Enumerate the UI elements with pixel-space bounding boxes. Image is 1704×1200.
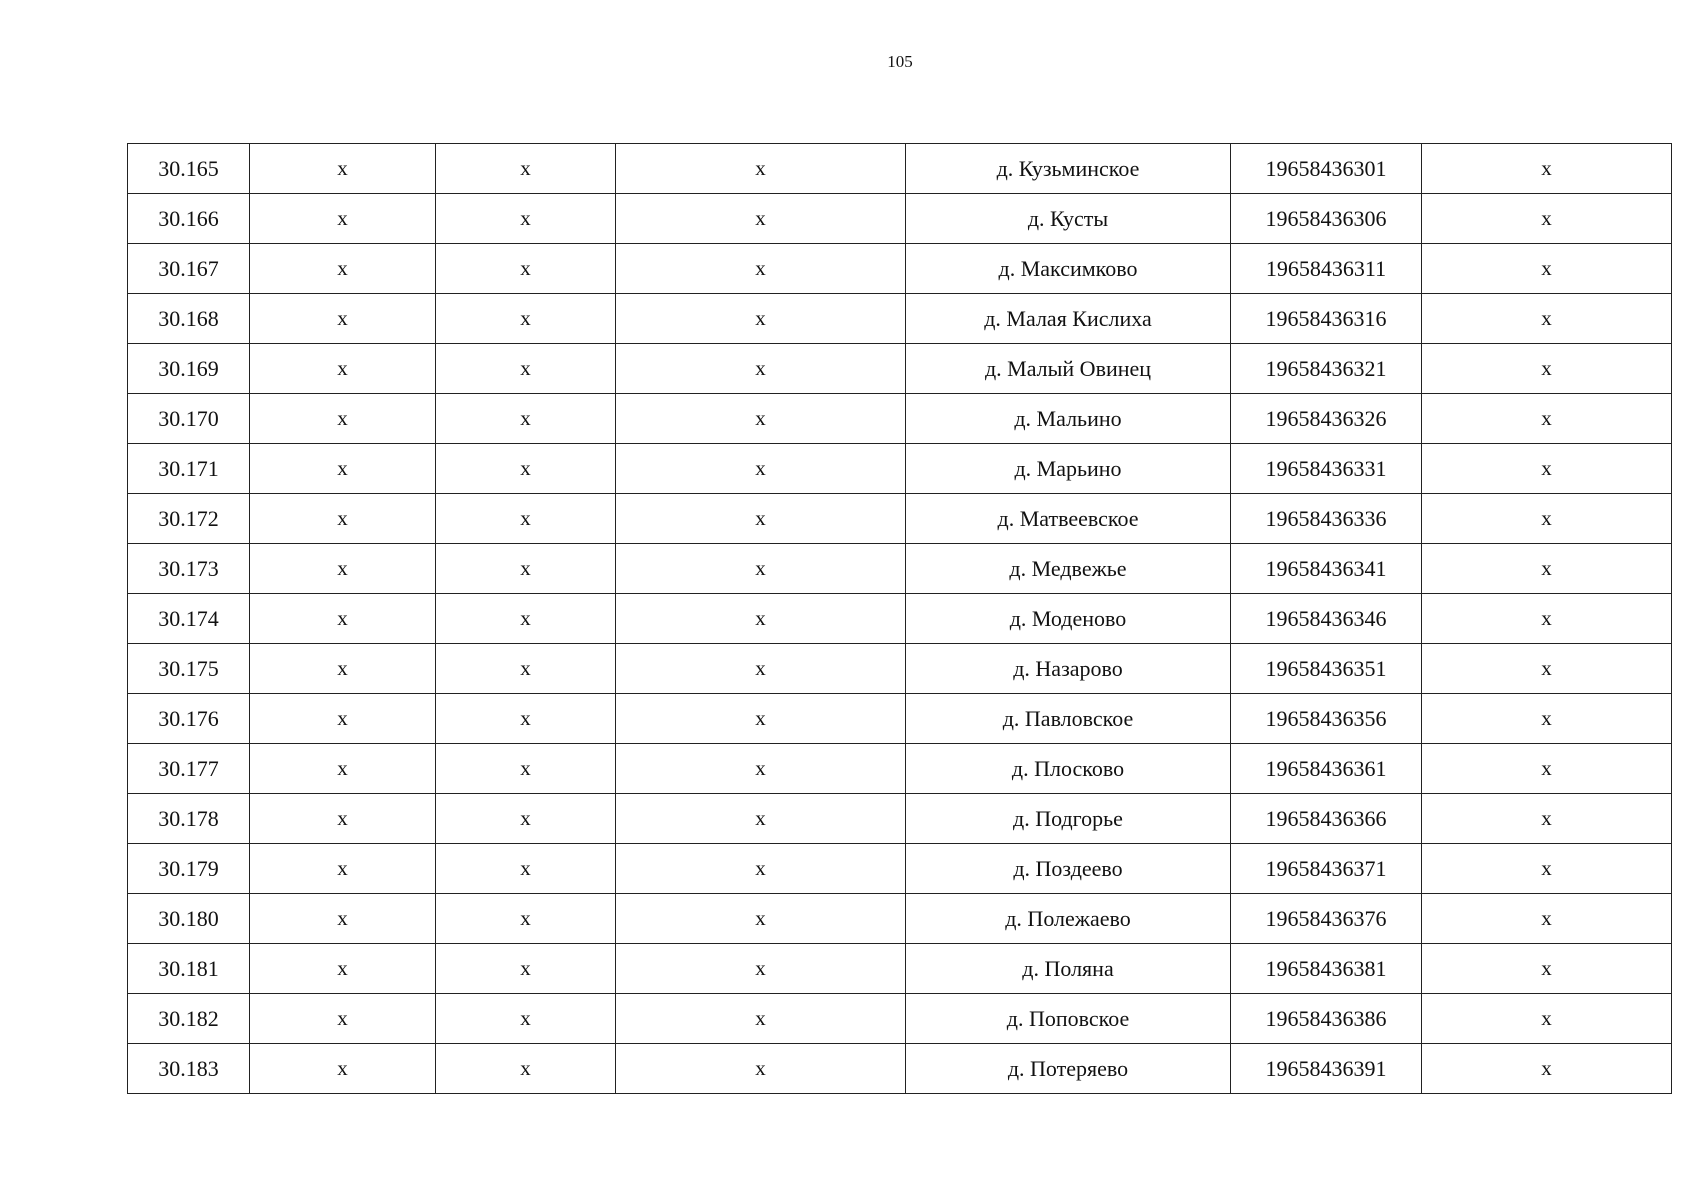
- table-row: [128, 744, 1672, 794]
- column-4-cell: x: [616, 344, 906, 394]
- column-4-cell: x: [616, 544, 906, 594]
- row-number-cell: 30.182: [128, 994, 250, 1044]
- column-4-cell: x: [616, 444, 906, 494]
- settlement-name-cell: д. Плосково: [906, 744, 1231, 794]
- column-7-cell: x: [1422, 544, 1672, 594]
- table-row: [128, 694, 1672, 744]
- table-body: [128, 144, 1672, 1094]
- column-7-cell: x: [1422, 344, 1672, 394]
- table-row: [128, 394, 1672, 444]
- column-2-cell: x: [250, 394, 436, 444]
- column-4-cell: x: [616, 244, 906, 294]
- settlement-name-cell: д. Максимково: [906, 244, 1231, 294]
- row-number-cell: 30.176: [128, 694, 250, 744]
- settlement-name-cell: д. Моденово: [906, 594, 1231, 644]
- oktmo-code-cell: 19658436306: [1231, 194, 1422, 244]
- column-3-cell: x: [436, 694, 616, 744]
- column-2-cell: x: [250, 594, 436, 644]
- oktmo-code-cell: 19658436391: [1231, 1044, 1422, 1094]
- row-number-cell: 30.167: [128, 244, 250, 294]
- column-7-cell: x: [1422, 594, 1672, 644]
- settlement-name-cell: д. Поповское: [906, 994, 1231, 1044]
- column-7-cell: x: [1422, 194, 1672, 244]
- column-7-cell: x: [1422, 944, 1672, 994]
- column-7-cell: x: [1422, 694, 1672, 744]
- table-row: [128, 294, 1672, 344]
- column-2-cell: x: [250, 494, 436, 544]
- column-4-cell: x: [616, 144, 906, 194]
- column-7-cell: x: [1422, 144, 1672, 194]
- column-7-cell: x: [1422, 644, 1672, 694]
- settlement-name-cell: д. Полежаево: [906, 894, 1231, 944]
- column-3-cell: x: [436, 144, 616, 194]
- row-number-cell: 30.180: [128, 894, 250, 944]
- column-4-cell: x: [616, 1044, 906, 1094]
- settlements-table: [127, 143, 1672, 1094]
- settlement-name-cell: д. Поляна: [906, 944, 1231, 994]
- oktmo-code-cell: 19658436351: [1231, 644, 1422, 694]
- column-4-cell: x: [616, 644, 906, 694]
- column-2-cell: x: [250, 294, 436, 344]
- oktmo-code-cell: 19658436341: [1231, 544, 1422, 594]
- table-row: [128, 494, 1672, 544]
- column-2-cell: x: [250, 144, 436, 194]
- table-row: [128, 794, 1672, 844]
- column-3-cell: x: [436, 294, 616, 344]
- column-3-cell: x: [436, 544, 616, 594]
- settlement-name-cell: д. Назарово: [906, 644, 1231, 694]
- settlement-name-cell: д. Кузьминское: [906, 144, 1231, 194]
- oktmo-code-cell: 19658436326: [1231, 394, 1422, 444]
- table-row: [128, 894, 1672, 944]
- oktmo-code-cell: 19658436376: [1231, 894, 1422, 944]
- column-4-cell: x: [616, 744, 906, 794]
- table-row: [128, 244, 1672, 294]
- oktmo-code-cell: 19658436356: [1231, 694, 1422, 744]
- column-7-cell: x: [1422, 894, 1672, 944]
- column-7-cell: x: [1422, 844, 1672, 894]
- oktmo-code-cell: 19658436316: [1231, 294, 1422, 344]
- row-number-cell: 30.166: [128, 194, 250, 244]
- table-row: [128, 644, 1672, 694]
- column-3-cell: x: [436, 1044, 616, 1094]
- oktmo-code-cell: 19658436321: [1231, 344, 1422, 394]
- column-3-cell: x: [436, 994, 616, 1044]
- column-2-cell: x: [250, 944, 436, 994]
- column-3-cell: x: [436, 744, 616, 794]
- table-row: [128, 344, 1672, 394]
- column-2-cell: x: [250, 844, 436, 894]
- row-number-cell: 30.177: [128, 744, 250, 794]
- settlement-name-cell: д. Матвеевское: [906, 494, 1231, 544]
- row-number-cell: 30.171: [128, 444, 250, 494]
- oktmo-code-cell: 19658436366: [1231, 794, 1422, 844]
- column-7-cell: x: [1422, 444, 1672, 494]
- oktmo-code-cell: 19658436331: [1231, 444, 1422, 494]
- column-3-cell: x: [436, 494, 616, 544]
- column-7-cell: x: [1422, 294, 1672, 344]
- oktmo-code-cell: 19658436336: [1231, 494, 1422, 544]
- settlement-name-cell: д. Поздеево: [906, 844, 1231, 894]
- column-4-cell: x: [616, 994, 906, 1044]
- column-7-cell: x: [1422, 394, 1672, 444]
- column-2-cell: x: [250, 1044, 436, 1094]
- settlement-name-cell: д. Павловское: [906, 694, 1231, 744]
- settlement-name-cell: д. Потеряево: [906, 1044, 1231, 1094]
- column-3-cell: x: [436, 894, 616, 944]
- table-row: [128, 994, 1672, 1044]
- row-number-cell: 30.174: [128, 594, 250, 644]
- oktmo-code-cell: 19658436301: [1231, 144, 1422, 194]
- column-3-cell: x: [436, 944, 616, 994]
- column-2-cell: x: [250, 994, 436, 1044]
- oktmo-code-cell: 19658436386: [1231, 994, 1422, 1044]
- settlement-name-cell: д. Малый Овинец: [906, 344, 1231, 394]
- row-number-cell: 30.168: [128, 294, 250, 344]
- settlement-name-cell: д. Медвежье: [906, 544, 1231, 594]
- table-row: [128, 594, 1672, 644]
- row-number-cell: 30.173: [128, 544, 250, 594]
- oktmo-code-cell: 19658436381: [1231, 944, 1422, 994]
- column-2-cell: x: [250, 794, 436, 844]
- row-number-cell: 30.181: [128, 944, 250, 994]
- column-7-cell: x: [1422, 494, 1672, 544]
- column-3-cell: x: [436, 594, 616, 644]
- table-row: [128, 444, 1672, 494]
- column-2-cell: x: [250, 444, 436, 494]
- column-3-cell: x: [436, 844, 616, 894]
- column-4-cell: x: [616, 894, 906, 944]
- oktmo-code-cell: 19658436346: [1231, 594, 1422, 644]
- column-2-cell: x: [250, 644, 436, 694]
- column-4-cell: x: [616, 794, 906, 844]
- column-4-cell: x: [616, 294, 906, 344]
- column-7-cell: x: [1422, 1044, 1672, 1094]
- row-number-cell: 30.170: [128, 394, 250, 444]
- page-number: 105: [887, 52, 913, 71]
- row-number-cell: 30.175: [128, 644, 250, 694]
- column-2-cell: x: [250, 194, 436, 244]
- row-number-cell: 30.183: [128, 1044, 250, 1094]
- table-row: [128, 844, 1672, 894]
- row-number-cell: 30.179: [128, 844, 250, 894]
- table-row: [128, 944, 1672, 994]
- column-2-cell: x: [250, 744, 436, 794]
- column-4-cell: x: [616, 494, 906, 544]
- column-7-cell: x: [1422, 794, 1672, 844]
- oktmo-code-cell: 19658436361: [1231, 744, 1422, 794]
- column-4-cell: x: [616, 844, 906, 894]
- column-4-cell: x: [616, 194, 906, 244]
- column-2-cell: x: [250, 544, 436, 594]
- column-4-cell: x: [616, 694, 906, 744]
- table-row: [128, 144, 1672, 194]
- row-number-cell: 30.172: [128, 494, 250, 544]
- settlement-name-cell: д. Подгорье: [906, 794, 1231, 844]
- column-3-cell: x: [436, 444, 616, 494]
- settlement-name-cell: д. Мальино: [906, 394, 1231, 444]
- column-7-cell: x: [1422, 244, 1672, 294]
- column-3-cell: x: [436, 794, 616, 844]
- settlement-name-cell: д. Кусты: [906, 194, 1231, 244]
- table-row: [128, 544, 1672, 594]
- column-3-cell: x: [436, 644, 616, 694]
- column-3-cell: x: [436, 244, 616, 294]
- column-3-cell: x: [436, 394, 616, 444]
- column-7-cell: x: [1422, 744, 1672, 794]
- column-2-cell: x: [250, 344, 436, 394]
- column-3-cell: x: [436, 194, 616, 244]
- settlement-name-cell: д. Малая Кислиха: [906, 294, 1231, 344]
- column-4-cell: x: [616, 944, 906, 994]
- settlement-name-cell: д. Марьино: [906, 444, 1231, 494]
- oktmo-code-cell: 19658436311: [1231, 244, 1422, 294]
- column-4-cell: x: [616, 394, 906, 444]
- column-7-cell: x: [1422, 994, 1672, 1044]
- oktmo-code-cell: 19658436371: [1231, 844, 1422, 894]
- row-number-cell: 30.178: [128, 794, 250, 844]
- table-row: [128, 194, 1672, 244]
- column-2-cell: x: [250, 244, 436, 294]
- row-number-cell: 30.165: [128, 144, 250, 194]
- column-3-cell: x: [436, 344, 616, 394]
- column-4-cell: x: [616, 594, 906, 644]
- column-2-cell: x: [250, 694, 436, 744]
- table-row: [128, 1044, 1672, 1094]
- row-number-cell: 30.169: [128, 344, 250, 394]
- column-2-cell: x: [250, 894, 436, 944]
